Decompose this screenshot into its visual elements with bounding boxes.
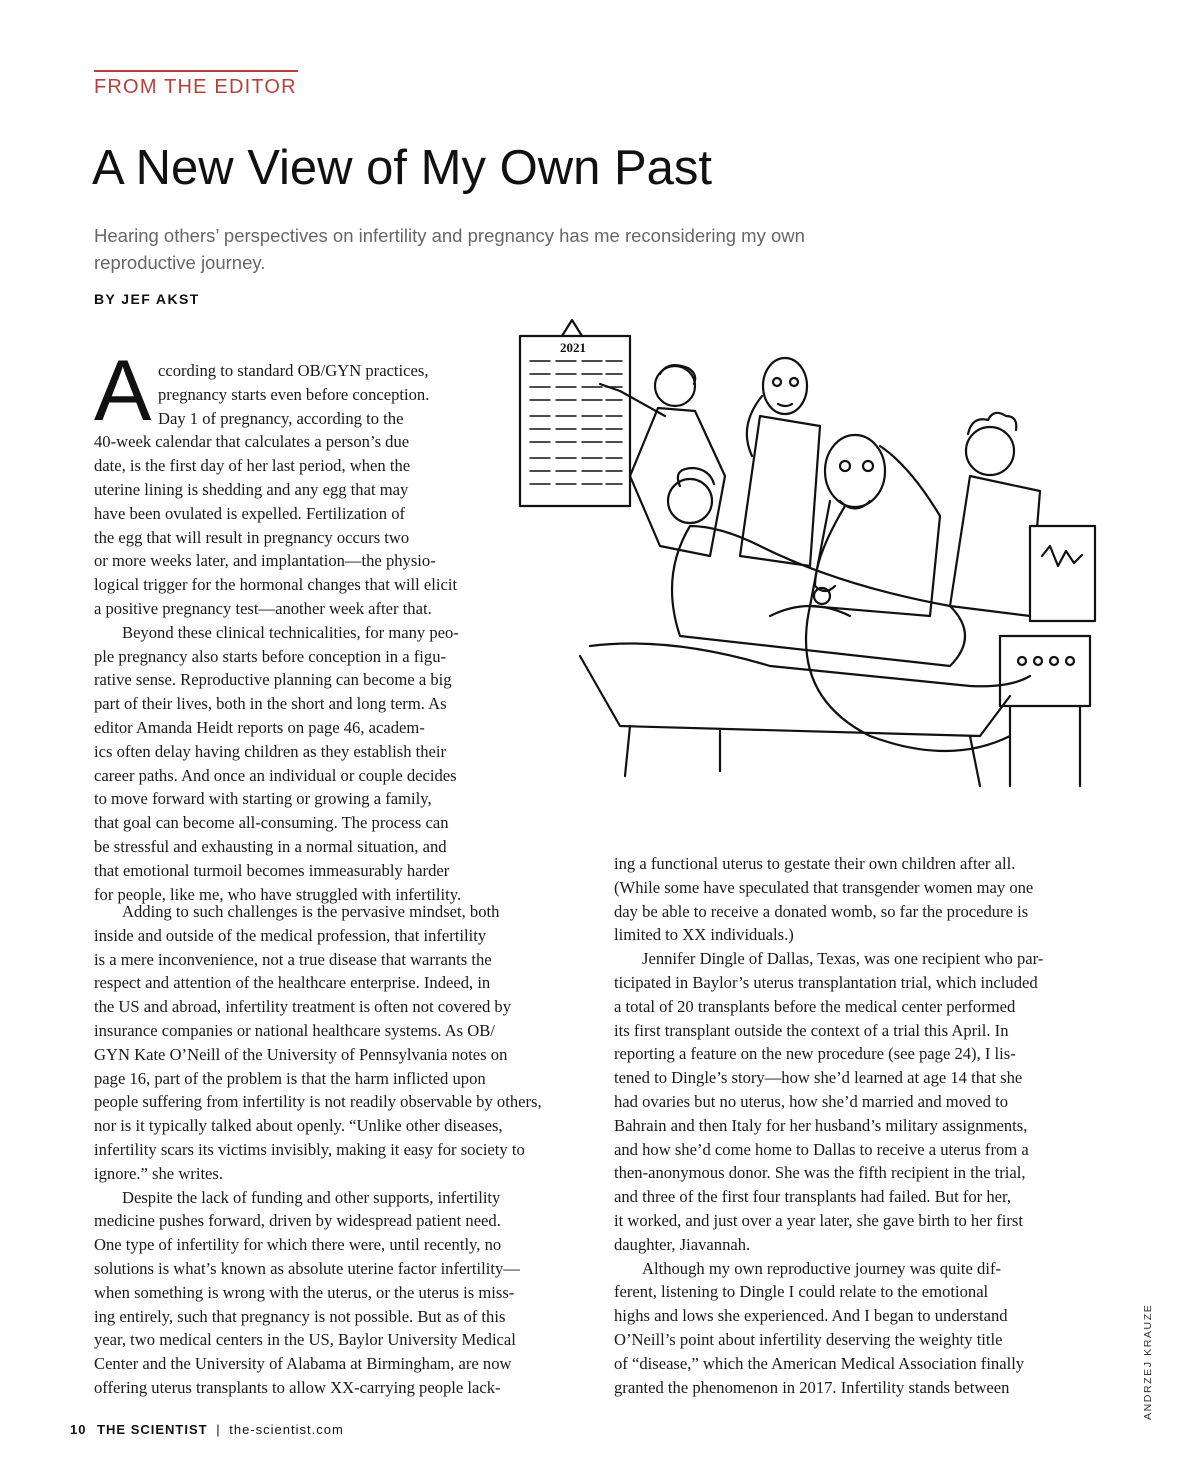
text-line: ing a functional uterus to gestate their own children after all. bbox=[614, 854, 1016, 873]
text-line: part of their lives, both in the short and long term. As bbox=[94, 694, 447, 714]
text-line: when something is wrong with the uterus, or the uterus is miss- bbox=[94, 1282, 515, 1302]
column1-intro-lines bbox=[158, 359, 429, 430]
article-dek: Hearing others’ perspectives on infertility and pregnancy has me reconsidering my own reproductive journey. bbox=[94, 225, 805, 273]
text-line: the US and abroad, infertility treatment is often not covered by bbox=[94, 997, 512, 1017]
text-line: highs and lows she experienced. And I began to understand bbox=[614, 1306, 1008, 1326]
text-line: rative sense. Reproductive planning can become a big bbox=[94, 670, 452, 690]
editorial-illustration bbox=[510, 316, 1110, 806]
text-line: and how she’d come home to Dallas to receive a uterus from a bbox=[614, 1139, 1029, 1159]
text-line: reporting a feature on the new procedure (see page 24), I lis- bbox=[614, 1044, 1016, 1064]
text-line: ticipated in Baylor’s uterus transplantation trial, which included bbox=[614, 972, 1038, 992]
text-line: of “disease,” which the American Medical Association finally bbox=[614, 1353, 1025, 1373]
text-line: respect and attention of the healthcare enterprise. Indeed, in bbox=[94, 973, 491, 993]
text-line: it worked, and just over a year later, she gave birth to her first bbox=[614, 1210, 1023, 1230]
text-line: O’Neill’s point about infertility deserving the weighty title bbox=[614, 1329, 1003, 1349]
section-label: FROM THE EDITOR bbox=[94, 76, 297, 98]
text-line: insurance companies or national healthcare systems. As OB/ bbox=[94, 1020, 495, 1040]
text-line: people suffering from infertility is not readily observable by others, bbox=[94, 1092, 542, 1112]
text-line: solutions is what’s known as absolute uterine factor infertility— bbox=[94, 1258, 520, 1278]
illustration-credit: ANDRZEJ KRAUZE bbox=[1142, 1303, 1154, 1420]
text-line: career paths. And once an individual or couple decides bbox=[94, 765, 457, 785]
text-line: for people, like me, who have struggled with infertility. bbox=[94, 884, 462, 904]
text-line: Although my own reproductive journey was quite dif- bbox=[642, 1258, 1001, 1278]
text-line: daughter, Jiavannah. bbox=[614, 1234, 751, 1254]
calendar-year: 2021 bbox=[560, 340, 586, 355]
text-line: (While some have speculated that transgender women may one bbox=[614, 877, 1034, 897]
text-line: pregnancy starts even before conception. bbox=[158, 384, 430, 404]
drop-cap: A bbox=[94, 343, 152, 439]
text-line: year, two medical centers in the US, Baylor University Medical bbox=[94, 1330, 516, 1350]
text-line: ferent, listening to Dingle I could relate to the emotional bbox=[614, 1282, 989, 1302]
text-line: logical trigger for the hormonal changes that will elicit bbox=[94, 575, 458, 595]
text-line: Day 1 of pregnancy, according to the bbox=[158, 408, 404, 428]
text-line: have been ovulated is expelled. Fertilization of bbox=[94, 503, 406, 523]
text-line: Bahrain and then Italy for her husband’s military assignments, bbox=[614, 1115, 1028, 1135]
text-line: day be able to receive a donated womb, so far the procedure is bbox=[614, 901, 1029, 921]
text-line: Despite the lack of funding and other supports, infertility bbox=[122, 1187, 501, 1207]
text-line: Center and the University of Alabama at Birmingham, are now bbox=[94, 1354, 512, 1374]
text-line: had ovaries but no uterus, how she’d married and moved to bbox=[614, 1091, 1009, 1111]
text-line: GYN Kate O’Neill of the University of Pennsylvania notes on bbox=[94, 1044, 508, 1064]
text-line: that goal can become all-consuming. The process can bbox=[94, 813, 449, 833]
column2 bbox=[614, 852, 1043, 1399]
text-line: be stressful and exhausting in a normal situation, and bbox=[94, 836, 447, 856]
text-line: page 16, part of the problem is that the harm inflicted upon bbox=[94, 1068, 486, 1088]
text-line: One type of infertility for which there were, until recently, no bbox=[94, 1235, 502, 1255]
text-line: medicine pushes forward, driven by widespread patient need. bbox=[94, 1211, 501, 1231]
byline: BY JEF AKST bbox=[94, 291, 200, 307]
text-line: ccording to standard OB/GYN practices, bbox=[158, 361, 429, 380]
text-line: inside and outside of the medical profession, that infertility bbox=[94, 925, 487, 945]
text-line: Adding to such challenges is the pervasive mindset, both bbox=[122, 902, 500, 921]
text-line: and three of the first four transplants had failed. But for her, bbox=[614, 1187, 1011, 1207]
magazine-url: the-scientist.com bbox=[229, 1422, 344, 1437]
column1-top bbox=[94, 430, 461, 906]
monitor bbox=[1030, 526, 1095, 621]
text-line: infertility scars its victims invisibly, making it easy for society to bbox=[94, 1139, 525, 1159]
magazine-name: THE SCIENTIST bbox=[97, 1422, 208, 1437]
text-line: Beyond these clinical technicalities, for many peo- bbox=[122, 622, 459, 642]
text-line: ing entirely, such that pregnancy is not possible. But as of this bbox=[94, 1306, 506, 1326]
text-line: nor is it typically talked about openly. “Unlike other diseases, bbox=[94, 1116, 503, 1136]
text-line: that emotional turmoil becomes immeasurably harder bbox=[94, 860, 450, 880]
text-line: limited to XX individuals.) bbox=[614, 925, 794, 945]
text-line: ignore.” she writes. bbox=[94, 1163, 224, 1183]
text-line: ple pregnancy also starts before conception in a figu- bbox=[94, 646, 447, 666]
section-rule bbox=[94, 70, 298, 72]
footer-separator: | bbox=[216, 1422, 221, 1437]
text-line: tened to Dingle’s story—how she’d learned at age 14 that she bbox=[614, 1068, 1023, 1088]
text-line: date, is the first day of her last period, when the bbox=[94, 456, 411, 476]
text-line: is a mere inconvenience, not a true disease that warrants the bbox=[94, 949, 492, 969]
text-line: editor Amanda Heidt reports on page 46, academ- bbox=[94, 717, 425, 737]
text-line: ics often delay having children as they establish their bbox=[94, 741, 447, 761]
text-line: to move forward with starting or growing a family, bbox=[94, 789, 432, 809]
text-line: offering uterus transplants to allow XX-carrying people lack- bbox=[94, 1377, 501, 1397]
text-line: uterine lining is shedding and any egg that may bbox=[94, 479, 409, 499]
text-line: its first transplant outside the context of a trial this April. In bbox=[614, 1020, 1009, 1040]
article-title: A New View of My Own Past bbox=[92, 141, 712, 195]
text-line: 40-week calendar that calculates a person’s due bbox=[94, 432, 410, 452]
text-line: a positive pregnancy test—another week after that. bbox=[94, 598, 432, 618]
text-line: a total of 20 transplants before the medical center performed bbox=[614, 996, 1016, 1016]
text-line: the egg that will result in pregnancy occurs two bbox=[94, 527, 410, 547]
text-line: granted the phenomenon in 2017. Infertility stands between bbox=[614, 1377, 1010, 1397]
column1-bottom bbox=[94, 900, 542, 1400]
text-line: Jennifer Dingle of Dallas, Texas, was one recipient who par- bbox=[642, 949, 1044, 969]
page-footer bbox=[70, 1422, 344, 1437]
page-number: 10 bbox=[70, 1422, 87, 1437]
text-line: then-anonymous donor. She was the fifth recipient in the trial, bbox=[614, 1163, 1026, 1183]
text-line: or more weeks later, and implantation—the physio- bbox=[94, 551, 436, 571]
